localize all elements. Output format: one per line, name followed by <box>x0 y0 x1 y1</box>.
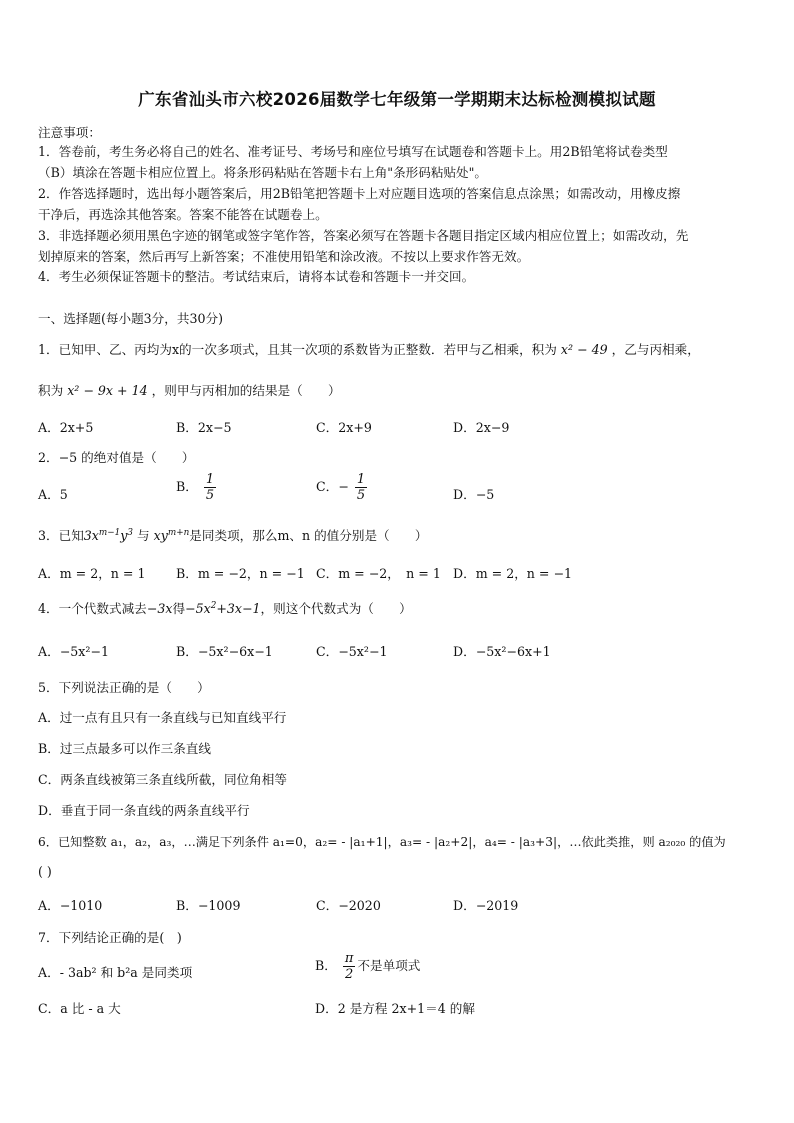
q6-paren: ( ) <box>38 864 52 879</box>
q1-option-b[interactable]: B．2x−5 <box>176 420 232 435</box>
notice-line: 2．作答选择题时，选出每小题答案后，用2B铅笔把答题卡上对应题目选项的答案信息点涂黑；如需改动，用橡皮擦 <box>38 186 681 201</box>
q7-option-b[interactable] <box>315 951 420 982</box>
notice-heading: 注意事项： <box>38 125 101 140</box>
q1-text: 积为 <box>38 383 64 398</box>
q3-term2: $xy^{m+n}$ <box>153 527 190 543</box>
q4-option-d[interactable]: D．−5x²−6x+1 <box>453 644 551 659</box>
q4-text-tail: ，则这个代数式为（ ） <box>260 601 412 616</box>
q4-expr: $-5x^2+3x-1$ <box>185 600 261 616</box>
exam-title: 广东省汕头市六校2026届数学七年级第一学期期末达标检测模拟试题 <box>138 90 656 109</box>
numerator: 1 <box>356 472 366 487</box>
q2-c-fraction <box>355 472 367 503</box>
q1-option-d[interactable]: D．2x−9 <box>453 420 510 435</box>
q3-text: 与 <box>137 528 150 543</box>
q1-text: 1．已知甲、乙、丙均为x的一次多项式，且其一次项的系数皆为正整数．若甲与乙相乘，积为 <box>38 342 557 357</box>
denominator: 5 <box>356 488 366 503</box>
q7-option-d[interactable]: D．2 是方程 2x+1＝4 的解 <box>315 1001 475 1016</box>
q1-text-tail: ，则甲与丙相加的结果是（ ） <box>151 383 341 398</box>
q5-option-b[interactable]: B．过三点最多可以作三条直线 <box>38 741 211 756</box>
q3-option-a[interactable]: A．m = 2，n = 1 <box>38 566 146 581</box>
q1-expr1: x² − 49 <box>560 342 608 357</box>
q7-option-a[interactable]: A．- 3ab² 和 b²a 是同类项 <box>38 965 193 980</box>
notice-line: 1．答卷前，考生务必将自己的姓名、准考证号、考场号和座位号填写在试题卷和答题卡上。用2B铅笔将试卷类型 <box>38 144 668 159</box>
q3-option-c[interactable]: C．m = −2， n = 1 <box>316 566 441 581</box>
q2-b-label: B． <box>176 479 198 494</box>
notice-line: 3．非选择题必须用黑色字迹的钢笔或签字笔作答，答案必须写在答题卡各题目指定区域内相应位置上；如需改动，先 <box>38 228 689 243</box>
q7-b-text: 不是单项式 <box>357 958 421 973</box>
q5-option-a[interactable]: A．过一点有且只有一条直线与已知直线平行 <box>38 710 287 725</box>
q3-text-tail: 是同类项，那么m、n 的值分别是（ ） <box>189 528 428 543</box>
q2-c-label: C．− <box>316 479 349 494</box>
question-1-stem <box>38 339 700 358</box>
q4-term: −3x <box>146 601 173 616</box>
q2-option-d[interactable]: D．−5 <box>453 487 495 502</box>
denominator: 5 <box>205 488 215 503</box>
numerator: π <box>344 951 354 966</box>
question-4-stem <box>38 598 412 617</box>
q6-option-b[interactable]: B．−1009 <box>176 898 241 913</box>
question-3-stem <box>38 525 427 544</box>
q1-option-a[interactable]: A．2x+5 <box>38 420 94 435</box>
q1-option-c[interactable]: C．2x+9 <box>316 420 372 435</box>
q3-option-d[interactable]: D．m = 2，n = −1 <box>453 566 573 581</box>
section-heading: 一、选择题(每小题3分，共30分) <box>38 311 223 326</box>
notice-line: （B）填涂在答题卡相应位置上。将条形码粘贴在答题卡右上角"条形码粘贴处"。 <box>38 165 488 180</box>
question-2-stem: 2．−5 的绝对值是（ ） <box>38 450 195 465</box>
notice-line: 干净后，再选涂其他答案。答案不能答在试题卷上。 <box>38 207 328 222</box>
q4-text: 4．一个代数式减去 <box>38 601 147 616</box>
q5-option-d[interactable]: D．垂直于同一条直线的两条直线平行 <box>38 803 250 818</box>
notice-line: 划掉原来的答案，然后再写上新答案；不准使用铅笔和涂改液。不按以上要求作答无效。 <box>38 249 530 264</box>
denominator: 2 <box>345 967 354 982</box>
q2-option-b[interactable] <box>176 472 218 503</box>
question-5-stem: 5．下列说法正确的是（ ） <box>38 680 210 695</box>
q6-option-c[interactable]: C．−2020 <box>316 898 381 913</box>
question-1-stem-cont <box>38 380 341 399</box>
q6-option-d[interactable]: D．−2019 <box>453 898 519 913</box>
q6-option-a[interactable]: A．−1010 <box>38 898 103 913</box>
q7-b-fraction <box>343 951 356 982</box>
q7-option-c[interactable]: C．a 比 - a 大 <box>38 1001 121 1016</box>
q4-option-b[interactable]: B．−5x²−6x−1 <box>176 644 273 659</box>
q3-term1: $3x^{m-1}y^3$ <box>83 527 134 543</box>
question-7-stem: 7．下列结论正确的是( ) <box>38 930 182 945</box>
q5-option-c[interactable]: C．两条直线被第三条直线所截，同位角相等 <box>38 772 287 787</box>
q4-option-c[interactable]: C．−5x²−1 <box>316 644 388 659</box>
question-6-stem: 6．已知整数 a₁，a₂，a₃，…满足下列条件 a₁=0，a₂= - |a₁+1|，a₃= - |a₂+2|，a₄= - |a₃+3|，…依此类推，则 a₂₀₂₀ 的值为 <box>38 835 726 849</box>
q3-text: 3．已知 <box>38 528 84 543</box>
q1-text-tail: ，乙与丙相乘， <box>611 342 700 357</box>
q2-option-c[interactable] <box>316 472 369 503</box>
q7-b-label: B． <box>315 958 337 973</box>
q2-option-a[interactable]: A．5 <box>38 487 68 502</box>
q2-b-fraction <box>204 472 216 503</box>
q1-expr2: x² − 9x + 14 <box>67 383 148 398</box>
q3-option-b[interactable]: B．m = −2，n = −1 <box>176 566 305 581</box>
q4-option-a[interactable]: A．−5x²−1 <box>38 644 109 659</box>
numerator: 1 <box>205 472 215 487</box>
notice-line: 4．考生必须保证答题卡的整洁。考试结束后，请将本试卷和答题卡一并交回。 <box>38 269 475 284</box>
q4-text: 得 <box>172 601 186 616</box>
